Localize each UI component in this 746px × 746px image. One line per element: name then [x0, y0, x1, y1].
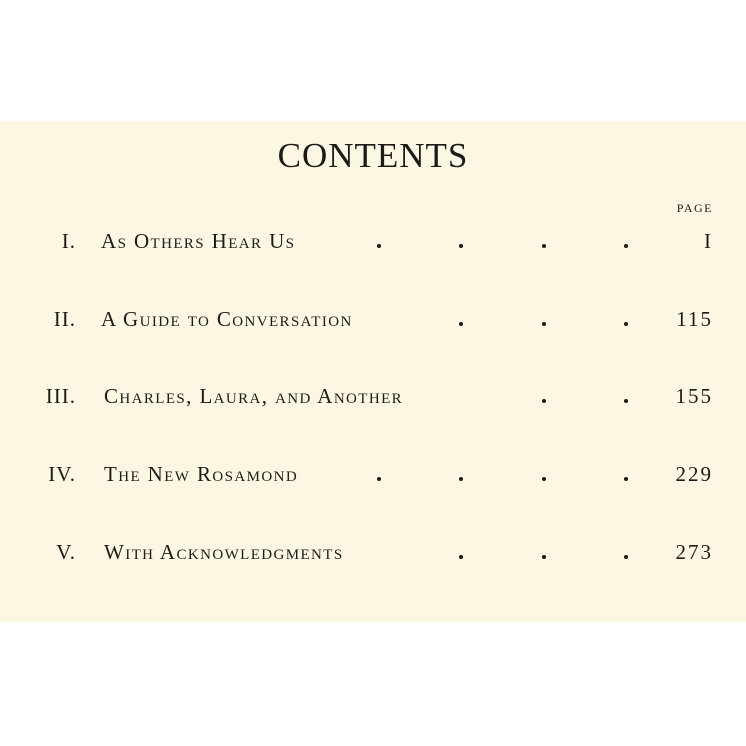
- chapter-title: With Acknowledgments: [104, 540, 344, 564]
- leader-dot: [542, 477, 546, 481]
- leader-dot: [542, 322, 546, 326]
- chapter-numeral: I.: [61, 229, 76, 253]
- chapter-numeral: IV.: [48, 462, 76, 486]
- chapter-title: Charles, Laura, and Another: [104, 384, 404, 408]
- chapter-title: As Others Hear Us: [101, 229, 296, 253]
- leader-dot: [459, 477, 463, 481]
- page-number: 115: [676, 307, 713, 331]
- page-number: I: [704, 229, 713, 253]
- leader-dot: [624, 399, 628, 403]
- leader-dot: [459, 244, 463, 248]
- toc-entry: [0, 226, 746, 256]
- toc-entry: [0, 304, 746, 334]
- leader-dot: [542, 244, 546, 248]
- leader-dot: [459, 322, 463, 326]
- leader-dot: [459, 555, 463, 559]
- chapter-title: A Guide to Conversation: [101, 307, 353, 331]
- leader-dot: [377, 477, 381, 481]
- chapter-numeral: III.: [45, 384, 76, 408]
- page-number: 229: [675, 462, 713, 486]
- leader-dot: [542, 399, 546, 403]
- toc-entry: [0, 537, 746, 567]
- leader-dot: [377, 244, 381, 248]
- leader-dot: [624, 477, 628, 481]
- page-title: CONTENTS: [277, 136, 469, 175]
- leader-dot: [624, 322, 628, 326]
- page-number: 155: [675, 384, 713, 408]
- chapter-numeral: II.: [53, 307, 76, 331]
- toc-entry: [0, 381, 746, 411]
- leader-dot: [624, 244, 628, 248]
- page-column-label: PAGE: [676, 201, 713, 215]
- chapter-title: The New Rosamond: [104, 462, 299, 486]
- leader-dot: [542, 555, 546, 559]
- toc-entry: [0, 459, 746, 489]
- chapter-numeral: V.: [56, 540, 76, 564]
- page-number: 273: [675, 540, 713, 564]
- leader-dot: [624, 555, 628, 559]
